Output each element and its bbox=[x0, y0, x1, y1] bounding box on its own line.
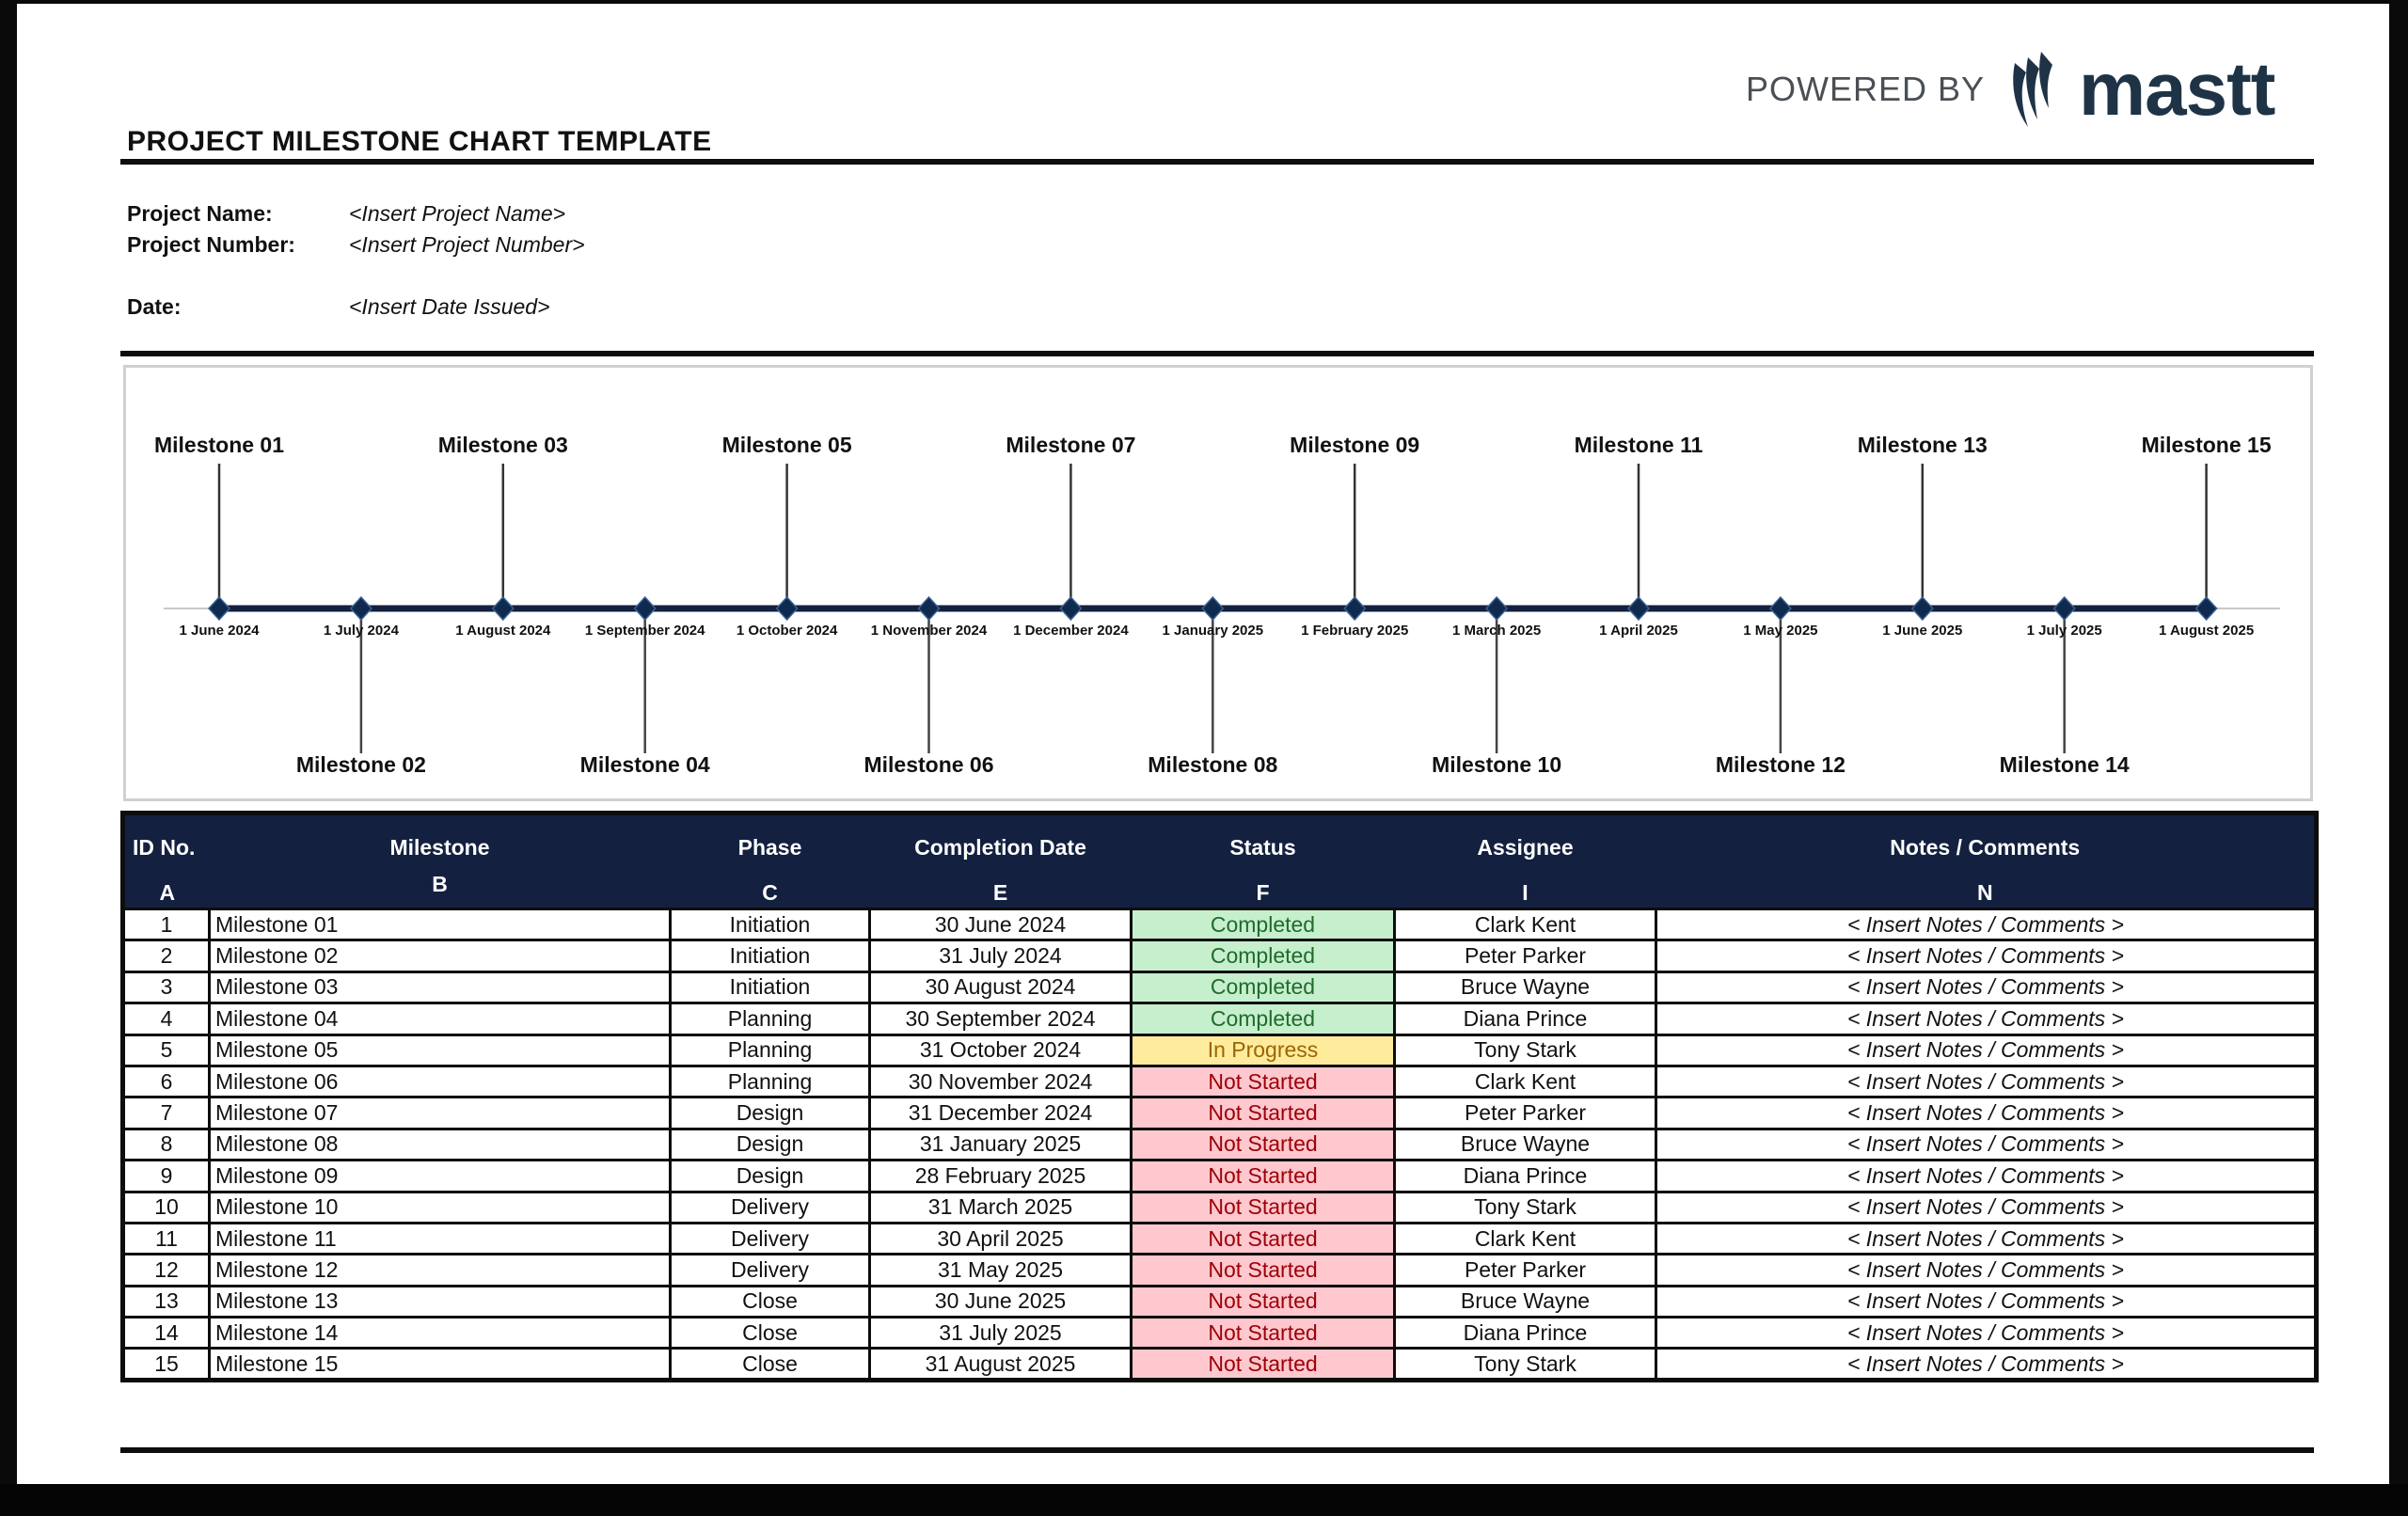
cell-status[interactable]: Not Started bbox=[1132, 1098, 1395, 1129]
cell-assignee[interactable]: Peter Parker bbox=[1395, 1255, 1656, 1286]
axis-tick-label: 1 July 2025 bbox=[2026, 623, 2102, 639]
cell-phase[interactable]: Close bbox=[671, 1286, 870, 1317]
table-column-letter-row bbox=[123, 872, 2317, 909]
milestone-diamond-icon[interactable] bbox=[2054, 597, 2075, 620]
axis-tick-label: 1 February 2025 bbox=[1301, 623, 1409, 639]
cell-phase[interactable]: Planning bbox=[671, 1003, 870, 1034]
header-notes: Notes / Comments bbox=[1656, 813, 2317, 872]
cell-status[interactable]: Not Started bbox=[1132, 1223, 1395, 1254]
milestone-label: Milestone 12 bbox=[1715, 752, 1846, 777]
cell-status[interactable]: Not Started bbox=[1132, 1318, 1395, 1349]
header-assignee: Assignee bbox=[1395, 813, 1656, 872]
cell-id[interactable]: 6 bbox=[123, 1066, 210, 1097]
cell-completion-date[interactable]: 31 January 2025 bbox=[870, 1129, 1132, 1160]
axis-tick-label: 1 October 2024 bbox=[736, 623, 838, 639]
axis-tick-label: 1 June 2024 bbox=[179, 623, 260, 639]
col-letter-n: N bbox=[1656, 872, 2317, 909]
header-phase: Phase bbox=[671, 813, 870, 872]
cell-notes[interactable]: < Insert Notes / Comments > bbox=[1656, 1223, 2317, 1254]
table-row bbox=[123, 909, 2317, 940]
milestone-diamond-icon[interactable] bbox=[1770, 597, 1791, 620]
milestone-label: Milestone 07 bbox=[1006, 433, 1136, 457]
mastt-wordmark: mastt bbox=[2079, 47, 2275, 131]
cell-phase[interactable]: Initiation bbox=[671, 940, 870, 971]
milestone-diamond-icon[interactable] bbox=[1202, 597, 1223, 620]
cell-id[interactable]: 5 bbox=[123, 1034, 210, 1066]
axis-tick-label: 1 December 2024 bbox=[1013, 623, 1129, 639]
cell-id[interactable]: 10 bbox=[123, 1192, 210, 1223]
milestone-label: Milestone 01 bbox=[153, 433, 285, 457]
axis-tick-label: 1 July 2024 bbox=[323, 623, 399, 639]
milestone-diamond-icon[interactable] bbox=[2196, 597, 2217, 620]
milestone-table-container bbox=[120, 811, 2314, 1382]
milestone-label: Milestone 04 bbox=[579, 752, 710, 777]
axis-tick-label: 1 September 2024 bbox=[584, 623, 705, 639]
milestone-diamond-icon[interactable] bbox=[635, 597, 656, 620]
table-body bbox=[123, 909, 2317, 1381]
axis-tick-label: 1 August 2025 bbox=[2159, 623, 2255, 639]
cell-completion-date[interactable]: 30 June 2025 bbox=[870, 1286, 1132, 1317]
cell-completion-date[interactable]: 31 August 2025 bbox=[870, 1349, 1132, 1380]
project-name-label: Project Name: bbox=[127, 201, 273, 226]
milestone-diamond-icon[interactable] bbox=[209, 597, 230, 620]
cell-notes[interactable]: < Insert Notes / Comments > bbox=[1656, 1286, 2317, 1317]
cell-status[interactable]: Not Started bbox=[1132, 1286, 1395, 1317]
cell-milestone[interactable]: Milestone 06 bbox=[210, 1066, 671, 1097]
cell-assignee[interactable]: Bruce Wayne bbox=[1395, 1286, 1656, 1317]
cell-status[interactable]: Completed bbox=[1132, 940, 1395, 971]
milestone-label: Milestone 14 bbox=[1999, 752, 2130, 777]
milestone-diamond-icon[interactable] bbox=[919, 597, 940, 620]
project-number-label: Project Number: bbox=[127, 232, 295, 257]
milestone-diamond-icon[interactable] bbox=[1344, 597, 1365, 620]
cell-notes[interactable]: < Insert Notes / Comments > bbox=[1656, 1192, 2317, 1223]
cell-phase[interactable]: Close bbox=[671, 1349, 870, 1380]
cell-assignee[interactable]: Clark Kent bbox=[1395, 1223, 1656, 1254]
cell-id[interactable]: 11 bbox=[123, 1223, 210, 1254]
table-row bbox=[123, 1098, 2317, 1129]
cell-id[interactable]: 14 bbox=[123, 1318, 210, 1349]
header-id: ID No. bbox=[123, 813, 210, 872]
cell-notes[interactable]: < Insert Notes / Comments > bbox=[1656, 1034, 2317, 1066]
cell-status[interactable]: Completed bbox=[1132, 1003, 1395, 1034]
cell-milestone[interactable]: Milestone 12 bbox=[210, 1255, 671, 1286]
milestone-label: Milestone 05 bbox=[721, 433, 852, 457]
cell-milestone[interactable]: Milestone 03 bbox=[210, 971, 671, 1003]
cell-assignee[interactable]: Peter Parker bbox=[1395, 1098, 1656, 1129]
cell-notes[interactable]: < Insert Notes / Comments > bbox=[1656, 1066, 2317, 1097]
cell-phase[interactable]: Initiation bbox=[671, 971, 870, 1003]
cell-milestone[interactable]: Milestone 13 bbox=[210, 1286, 671, 1317]
cell-id[interactable]: 1 bbox=[123, 909, 210, 940]
cell-notes[interactable]: < Insert Notes / Comments > bbox=[1656, 909, 2317, 940]
table-row bbox=[123, 1034, 2317, 1066]
milestone-label: Milestone 09 bbox=[1290, 433, 1420, 457]
axis-tick-label: 1 May 2025 bbox=[1743, 623, 1818, 639]
milestone-label: Milestone 02 bbox=[295, 752, 426, 777]
table-row bbox=[123, 1003, 2317, 1034]
milestone-label: Milestone 03 bbox=[437, 433, 568, 457]
milestone-timeline-chart bbox=[123, 365, 2313, 801]
date-row bbox=[127, 294, 550, 320]
cell-phase[interactable]: Design bbox=[671, 1161, 870, 1192]
cell-id[interactable]: 4 bbox=[123, 1003, 210, 1034]
cell-notes[interactable]: < Insert Notes / Comments > bbox=[1656, 1161, 2317, 1192]
milestone-diamond-icon[interactable] bbox=[1912, 597, 1933, 620]
cell-phase[interactable]: Design bbox=[671, 1098, 870, 1129]
milestone-label: Milestone 15 bbox=[2141, 433, 2272, 457]
axis-tick-label: 1 March 2025 bbox=[1451, 623, 1542, 639]
document-title: PROJECT MILESTONE CHART TEMPLATE bbox=[127, 126, 712, 157]
milestone-label: Milestone 08 bbox=[1148, 752, 1278, 777]
cell-milestone[interactable]: Milestone 02 bbox=[210, 940, 671, 971]
axis-tick-label: 1 June 2025 bbox=[1882, 623, 1963, 639]
cell-notes[interactable]: < Insert Notes / Comments > bbox=[1656, 1349, 2317, 1380]
cell-id[interactable]: 8 bbox=[123, 1129, 210, 1160]
table-row bbox=[123, 1318, 2317, 1349]
cell-status[interactable]: Not Started bbox=[1132, 1161, 1395, 1192]
cell-completion-date[interactable]: 31 October 2024 bbox=[870, 1034, 1132, 1066]
cell-assignee[interactable]: Diana Prince bbox=[1395, 1161, 1656, 1192]
cell-assignee[interactable]: Diana Prince bbox=[1395, 1318, 1656, 1349]
milestone-diamond-icon[interactable] bbox=[777, 597, 798, 620]
cell-phase[interactable]: Close bbox=[671, 1318, 870, 1349]
col-letter-a: A bbox=[123, 872, 210, 909]
cell-status[interactable]: Not Started bbox=[1132, 1255, 1395, 1286]
table-row bbox=[123, 1129, 2317, 1160]
cell-completion-date[interactable]: 31 July 2025 bbox=[870, 1318, 1132, 1349]
milestone-label: Milestone 11 bbox=[1574, 433, 1703, 457]
col-letter-i: I bbox=[1395, 872, 1656, 909]
cell-phase[interactable]: Initiation bbox=[671, 909, 870, 940]
milestone-diamond-icon[interactable] bbox=[1486, 597, 1507, 620]
header-milestone: Milestone bbox=[210, 813, 671, 872]
date-value[interactable]: <Insert Date Issued> bbox=[349, 294, 550, 319]
table-row bbox=[123, 971, 2317, 1003]
powered-by-label: POWERED BY bbox=[1746, 70, 1986, 108]
cell-status[interactable]: In Progress bbox=[1132, 1034, 1395, 1066]
title-divider bbox=[120, 159, 2314, 165]
cell-status[interactable]: Completed bbox=[1132, 909, 1395, 940]
cell-id[interactable]: 13 bbox=[123, 1286, 210, 1317]
cell-milestone[interactable]: Milestone 11 bbox=[210, 1223, 671, 1254]
project-number-value[interactable]: <Insert Project Number> bbox=[349, 232, 585, 257]
header-completion-date: Completion Date bbox=[870, 813, 1132, 872]
cell-id[interactable]: 2 bbox=[123, 940, 210, 971]
timeline-svg bbox=[126, 368, 2310, 798]
cell-assignee[interactable]: Tony Stark bbox=[1395, 1349, 1656, 1380]
cell-milestone[interactable]: Milestone 05 bbox=[210, 1034, 671, 1066]
table-header-row bbox=[123, 813, 2317, 872]
cell-id[interactable]: 3 bbox=[123, 971, 210, 1003]
cell-completion-date[interactable]: 31 December 2024 bbox=[870, 1098, 1132, 1129]
mastt-logo-icon bbox=[2009, 50, 2066, 129]
cell-milestone[interactable]: Milestone 09 bbox=[210, 1161, 671, 1192]
cell-assignee[interactable]: Bruce Wayne bbox=[1395, 1129, 1656, 1160]
cell-assignee[interactable]: Peter Parker bbox=[1395, 940, 1656, 971]
cell-status[interactable]: Not Started bbox=[1132, 1349, 1395, 1380]
cell-notes[interactable]: < Insert Notes / Comments > bbox=[1656, 1129, 2317, 1160]
table-row bbox=[123, 1192, 2317, 1223]
cell-completion-date[interactable]: 31 May 2025 bbox=[870, 1255, 1132, 1286]
axis-tick-label: 1 April 2025 bbox=[1599, 623, 1678, 639]
milestone-label: Milestone 10 bbox=[1432, 752, 1562, 777]
cell-milestone[interactable]: Milestone 14 bbox=[210, 1318, 671, 1349]
cell-notes[interactable]: < Insert Notes / Comments > bbox=[1656, 1098, 2317, 1129]
cell-milestone[interactable]: Milestone 08 bbox=[210, 1129, 671, 1160]
cell-assignee[interactable]: Clark Kent bbox=[1395, 909, 1656, 940]
cell-completion-date[interactable]: 30 June 2024 bbox=[870, 909, 1132, 940]
cell-status[interactable]: Not Started bbox=[1132, 1066, 1395, 1097]
cell-phase[interactable]: Planning bbox=[671, 1066, 870, 1097]
axis-tick-label: 1 November 2024 bbox=[870, 623, 988, 639]
cell-notes[interactable]: < Insert Notes / Comments > bbox=[1656, 1255, 2317, 1286]
cell-id[interactable]: 12 bbox=[123, 1255, 210, 1286]
cell-phase[interactable]: Design bbox=[671, 1129, 870, 1160]
cell-phase[interactable]: Delivery bbox=[671, 1223, 870, 1254]
cell-notes[interactable]: < Insert Notes / Comments > bbox=[1656, 971, 2317, 1003]
milestone-diamond-icon[interactable] bbox=[351, 597, 372, 620]
footer-divider bbox=[120, 1447, 2314, 1453]
axis-tick-label: 1 January 2025 bbox=[1162, 623, 1264, 639]
table-row bbox=[123, 1066, 2317, 1097]
axis-tick-label: 1 August 2024 bbox=[455, 623, 551, 639]
table-row bbox=[123, 1255, 2317, 1286]
cell-id[interactable]: 9 bbox=[123, 1161, 210, 1192]
table-row bbox=[123, 1349, 2317, 1380]
cell-id[interactable]: 7 bbox=[123, 1098, 210, 1129]
cell-completion-date[interactable]: 30 August 2024 bbox=[870, 971, 1132, 1003]
cell-completion-date[interactable]: 31 March 2025 bbox=[870, 1192, 1132, 1223]
header-divider bbox=[120, 351, 2314, 356]
header-status: Status bbox=[1132, 813, 1395, 872]
cell-status[interactable]: Not Started bbox=[1132, 1192, 1395, 1223]
cell-milestone[interactable]: Milestone 10 bbox=[210, 1192, 671, 1223]
cell-notes[interactable]: < Insert Notes / Comments > bbox=[1656, 1003, 2317, 1034]
table-row bbox=[123, 1223, 2317, 1254]
cell-phase[interactable]: Delivery bbox=[671, 1192, 870, 1223]
cell-completion-date[interactable]: 30 November 2024 bbox=[870, 1066, 1132, 1097]
date-label: Date: bbox=[127, 294, 182, 319]
cell-id[interactable]: 15 bbox=[123, 1349, 210, 1380]
cell-assignee[interactable]: Bruce Wayne bbox=[1395, 971, 1656, 1003]
powered-by-branding bbox=[1746, 47, 2274, 132]
cell-completion-date[interactable]: 28 February 2025 bbox=[870, 1161, 1132, 1192]
cell-status[interactable]: Not Started bbox=[1132, 1129, 1395, 1160]
col-letter-c: C bbox=[671, 872, 870, 909]
cell-notes[interactable]: < Insert Notes / Comments > bbox=[1656, 940, 2317, 971]
cell-completion-date[interactable]: 30 September 2024 bbox=[870, 1003, 1132, 1034]
project-name-row bbox=[127, 201, 565, 227]
table-row bbox=[123, 940, 2317, 971]
milestone-table bbox=[120, 811, 2319, 1382]
milestone-label: Milestone 06 bbox=[863, 752, 994, 777]
cell-milestone[interactable]: Milestone 01 bbox=[210, 909, 671, 940]
col-letter-f: F bbox=[1132, 872, 1395, 909]
cell-assignee[interactable]: Clark Kent bbox=[1395, 1066, 1656, 1097]
cell-completion-date[interactable]: 31 July 2024 bbox=[870, 940, 1132, 971]
project-name-value[interactable]: <Insert Project Name> bbox=[349, 201, 566, 226]
cell-status[interactable]: Completed bbox=[1132, 971, 1395, 1003]
cell-notes[interactable]: < Insert Notes / Comments > bbox=[1656, 1318, 2317, 1349]
document-page bbox=[17, 4, 2389, 1484]
milestone-diamond-icon[interactable] bbox=[1628, 597, 1649, 620]
cell-milestone[interactable]: Milestone 15 bbox=[210, 1349, 671, 1380]
cell-assignee[interactable]: Tony Stark bbox=[1395, 1034, 1656, 1066]
table-row bbox=[123, 1161, 2317, 1192]
cell-milestone[interactable]: Milestone 07 bbox=[210, 1098, 671, 1129]
col-letter-e: E bbox=[870, 872, 1132, 909]
window-frame-bottom bbox=[0, 1484, 2408, 1516]
col-letter-b: B bbox=[210, 872, 671, 909]
milestone-label: Milestone 13 bbox=[1857, 433, 1988, 457]
milestone-diamond-icon[interactable] bbox=[1060, 597, 1081, 620]
milestone-diamond-icon[interactable] bbox=[493, 597, 514, 620]
cell-phase[interactable]: Delivery bbox=[671, 1255, 870, 1286]
table-row bbox=[123, 1286, 2317, 1317]
cell-milestone[interactable]: Milestone 04 bbox=[210, 1003, 671, 1034]
cell-phase[interactable]: Planning bbox=[671, 1034, 870, 1066]
cell-completion-date[interactable]: 30 April 2025 bbox=[870, 1223, 1132, 1254]
project-number-row bbox=[127, 232, 585, 258]
cell-assignee[interactable]: Tony Stark bbox=[1395, 1192, 1656, 1223]
cell-assignee[interactable]: Diana Prince bbox=[1395, 1003, 1656, 1034]
